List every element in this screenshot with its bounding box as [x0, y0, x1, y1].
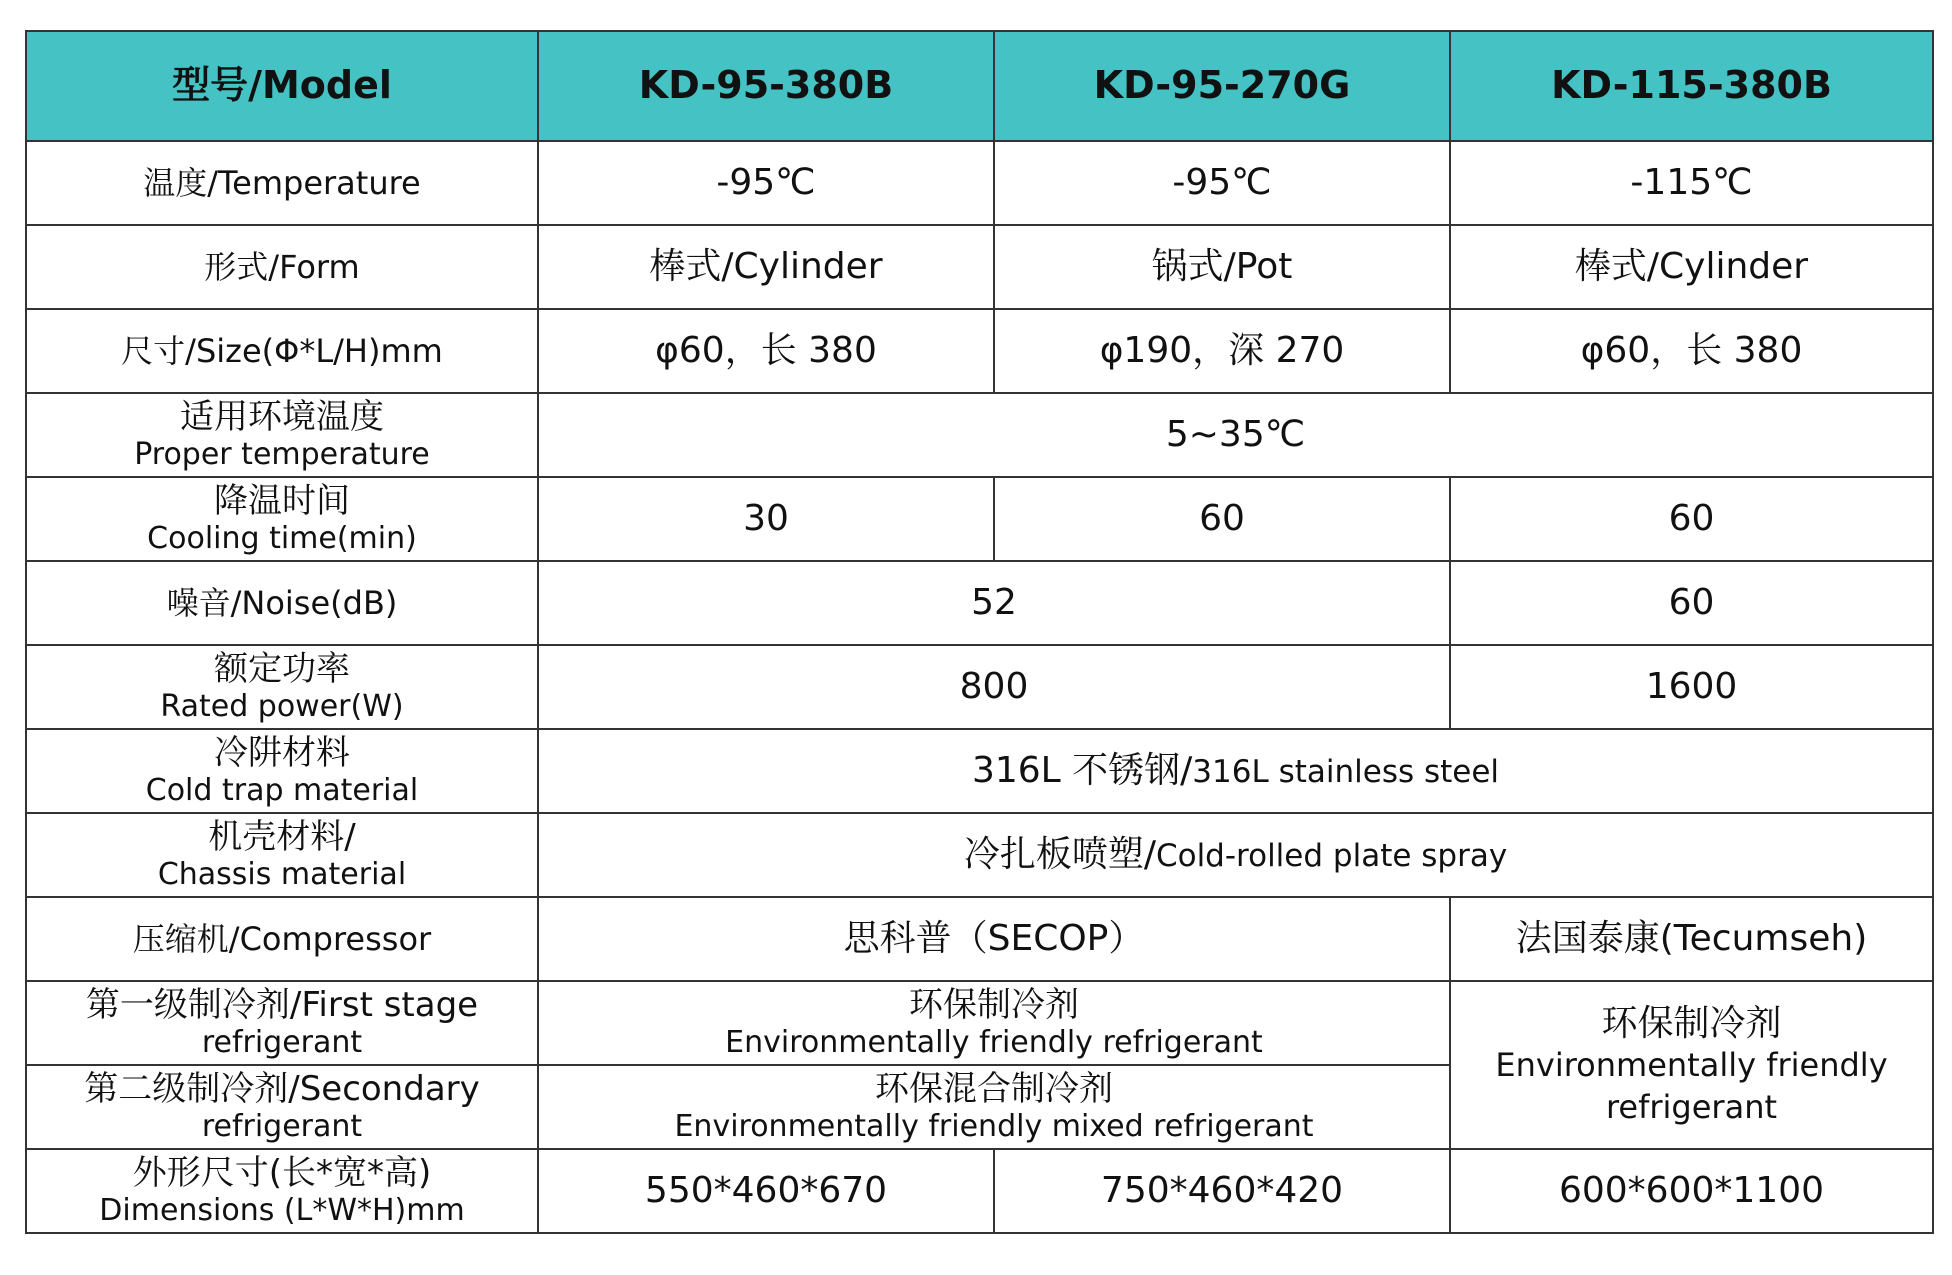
form-value-2: 锅式/Pot: [994, 225, 1450, 309]
temperature-row: [26, 141, 1933, 225]
temperature-value-1: -95℃: [538, 141, 994, 225]
size-value-2: φ190，深 270: [994, 309, 1450, 393]
cold-trap-label: [26, 729, 538, 813]
proper-temperature-label-en: Proper temperature: [134, 437, 430, 473]
second-refrigerant-label-line1: 第二级制冷剂/Secondary: [84, 1068, 480, 1109]
dimensions-label-en: Dimensions (L*W*H)mm: [99, 1193, 465, 1229]
form-value-3: 棒式/Cylinder: [1450, 225, 1933, 309]
second-refrigerant-value-en: Environmentally friendly mixed refrigerant: [674, 1109, 1314, 1145]
second-refrigerant-label-line2: refrigerant: [201, 1109, 363, 1145]
first-refrigerant-row: [26, 981, 1933, 1065]
proper-temperature-label: [26, 393, 538, 477]
compressor-row: [26, 897, 1933, 981]
spec-table: [25, 30, 1934, 1234]
dimensions-label: [26, 1149, 538, 1233]
chassis-label-en: Chassis material: [157, 857, 407, 893]
first-refrigerant-label: [26, 981, 538, 1065]
first-refrigerant-value: [538, 981, 1450, 1065]
cold-trap-label-cn: 冷阱材料: [214, 732, 350, 773]
compressor-value-merged: 思科普（SECOP）: [538, 897, 1450, 981]
dimensions-value-3: 600*600*1100: [1450, 1149, 1933, 1233]
chassis-value-cn: 冷扎板喷塑/: [963, 834, 1156, 876]
temperature-label: 温度/Temperature: [26, 141, 538, 225]
size-row: [26, 309, 1933, 393]
chassis-value-en: Cold-rolled plate spray: [1155, 838, 1508, 875]
first-refrigerant-label-line1: 第一级制冷剂/First stage: [85, 984, 479, 1025]
rated-power-label: [26, 645, 538, 729]
cold-trap-value-cn: 316L 不锈钢/: [971, 750, 1193, 792]
cold-trap-value-en: 316L stainless steel: [1192, 754, 1500, 791]
dimensions-row: [26, 1149, 1933, 1233]
size-value-1: φ60，长 380: [538, 309, 994, 393]
rated-power-value-last: 1600: [1450, 645, 1933, 729]
rated-power-label-cn: 额定功率: [214, 648, 350, 689]
refrigerant-last-en-line2: refrigerant: [1605, 1087, 1778, 1126]
temperature-value-2: -95℃: [994, 141, 1450, 225]
header-row: [26, 31, 1933, 141]
temperature-value-3: -115℃: [1450, 141, 1933, 225]
proper-temperature-label-cn: 适用环境温度: [180, 396, 384, 437]
dimensions-value-2: 750*460*420: [994, 1149, 1450, 1233]
noise-label: 噪音/Noise(dB): [26, 561, 538, 645]
rated-power-value-merged: 800: [538, 645, 1450, 729]
second-refrigerant-label: [26, 1065, 538, 1149]
form-row: [26, 225, 1933, 309]
cooling-time-value-3: 60: [1450, 477, 1933, 561]
chassis-value: [538, 813, 1933, 897]
cooling-time-label-cn: 降温时间: [214, 480, 350, 521]
size-label: 尺寸/Size(Φ*L/H)mm: [26, 309, 538, 393]
model-label-header: 型号/Model: [26, 31, 538, 141]
first-refrigerant-label-line2: refrigerant: [201, 1025, 363, 1061]
compressor-value-last: 法国泰康(Tecumseh): [1450, 897, 1933, 981]
refrigerant-value-last: [1450, 981, 1933, 1149]
dimensions-label-cn: 外形尺寸(长*宽*高): [132, 1152, 432, 1193]
rated-power-label-en: Rated power(W): [160, 689, 404, 725]
model-header-1: KD-95-380B: [538, 31, 994, 141]
chassis-label: [26, 813, 538, 897]
cold-trap-value: [538, 729, 1933, 813]
cold-trap-label-en: Cold trap material: [145, 773, 419, 809]
cooling-time-row: [26, 477, 1933, 561]
model-header-2: KD-95-270G: [994, 31, 1450, 141]
refrigerant-last-cn: 环保制冷剂: [1601, 1002, 1782, 1044]
cooling-time-label-en: Cooling time(min): [147, 521, 417, 557]
rated-power-row: [26, 645, 1933, 729]
first-refrigerant-value-en: Environmentally friendly refrigerant: [725, 1025, 1263, 1061]
noise-value-last: 60: [1450, 561, 1933, 645]
dimensions-value-1: 550*460*670: [538, 1149, 994, 1233]
form-value-1: 棒式/Cylinder: [538, 225, 994, 309]
cooling-time-label: [26, 477, 538, 561]
model-header-3: KD-115-380B: [1450, 31, 1933, 141]
form-label: 形式/Form: [26, 225, 538, 309]
noise-row: [26, 561, 1933, 645]
size-value-3: φ60，长 380: [1450, 309, 1933, 393]
cold-trap-row: [26, 729, 1933, 813]
proper-temperature-value: 5~35℃: [538, 393, 1933, 477]
refrigerant-last-en-line1: Environmentally friendly: [1495, 1046, 1888, 1084]
first-refrigerant-value-cn: 环保制冷剂: [909, 984, 1079, 1025]
cooling-time-value-1: 30: [538, 477, 994, 561]
proper-temperature-row: [26, 393, 1933, 477]
chassis-row: [26, 813, 1933, 897]
cooling-time-value-2: 60: [994, 477, 1450, 561]
chassis-label-cn: 机壳材料/: [208, 816, 356, 857]
second-refrigerant-value-cn: 环保混合制冷剂: [875, 1068, 1113, 1109]
noise-value-merged: 52: [538, 561, 1450, 645]
second-refrigerant-value: [538, 1065, 1450, 1149]
compressor-label: 压缩机/Compressor: [26, 897, 538, 981]
